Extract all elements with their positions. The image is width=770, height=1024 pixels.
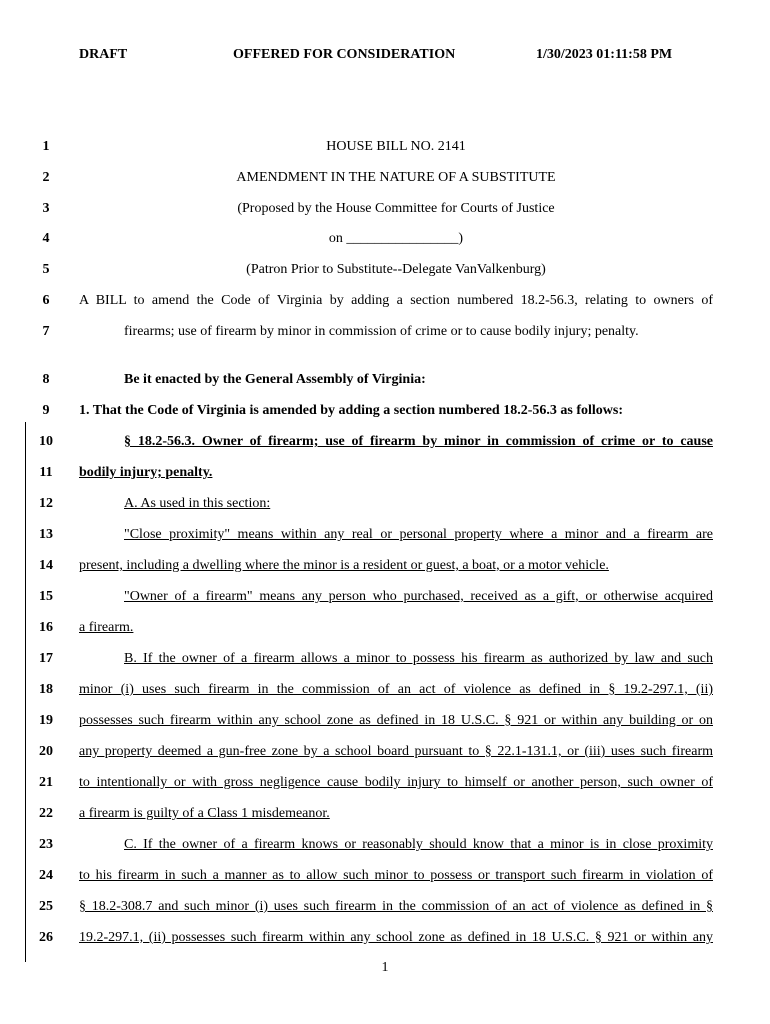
bill-text: a firearm is guilty of a Class 1 misdemeanor. [79, 806, 330, 821]
bill-line [0, 866, 770, 886]
bill-text: 19.2-297.1, (ii) possesses such firearm within any school zone as defined in 18 U.S.C. § 921 or within any [79, 930, 713, 945]
bill-text: B. If the owner of a firearm allows a minor to possess his firearm as authorized by law and such [124, 651, 713, 666]
bill-line [0, 587, 770, 607]
line-number: 23 [39, 837, 53, 852]
bill-line [0, 229, 770, 249]
patron-line: (Patron Prior to Substitute--Delegate VanValkenburg) [246, 262, 546, 277]
line-number: 7 [42, 324, 50, 339]
bill-text: A BILL to amend the Code of Virginia by adding a section numbered 18.2-56.3, relating to owners of [79, 293, 713, 308]
bill-text: C. If the owner of a firearm knows or reasonably should know that a minor is in close proximity [124, 837, 713, 852]
bill-text: any property deemed a gun-free zone by a school board pursuant to § 22.1-131.1, or (iii) uses such firearm [79, 744, 713, 759]
line-number: 17 [39, 651, 53, 666]
line-number: 2 [42, 170, 50, 185]
bill-line [0, 494, 770, 514]
section-heading: § 18.2-56.3. Owner of firearm; use of firearm by minor in commission of crime or to cause [124, 434, 713, 449]
line-number: 3 [42, 201, 50, 216]
line-number: 1 [42, 139, 50, 154]
header-offered-label: OFFERED FOR CONSIDERATION [233, 47, 456, 62]
line-number: 14 [39, 558, 53, 573]
line-number: 20 [39, 744, 53, 759]
bill-line [0, 525, 770, 545]
line-number: 22 [39, 806, 53, 821]
line-number: 21 [39, 775, 53, 790]
line-number: 8 [42, 372, 50, 387]
enactment-clause: Be it enacted by the General Assembly of Virginia: [124, 372, 426, 387]
bill-text: firearms; use of firearm by minor in commission of crime or to cause bodily injury; penalty. [124, 324, 639, 339]
bill-text: § 18.2-308.7 and such minor (i) uses such firearm in the commission of an act of violence as defined in § [79, 899, 713, 914]
bill-text: present, including a dwelling where the minor is a resident or guest, a boat, or a motor vehicle. [79, 558, 609, 573]
bill-line [0, 649, 770, 669]
bill-line [0, 463, 770, 483]
date-blank: on ________________) [328, 231, 464, 246]
bill-line [0, 928, 770, 948]
bill-line [0, 742, 770, 762]
bill-line [0, 680, 770, 700]
bill-line [0, 260, 770, 280]
bill-text: A. As used in this section: [124, 496, 271, 511]
proposed-by: (Proposed by the House Committee for Courts of Justice [237, 201, 555, 216]
bill-line [0, 432, 770, 452]
line-number: 18 [39, 682, 53, 697]
line-number: 24 [39, 868, 53, 883]
bill-text: "Owner of a firearm" means any person who purchased, received as a gift, or otherwise acquired [124, 589, 713, 604]
line-number: 6 [42, 293, 50, 308]
bill-line [0, 897, 770, 917]
line-number: 11 [39, 465, 53, 480]
bill-line [0, 835, 770, 855]
bill-line [0, 556, 770, 576]
header-timestamp: 1/30/2023 01:11:58 PM [536, 47, 673, 62]
bill-line [0, 168, 770, 188]
line-number: 10 [39, 434, 53, 449]
line-number: 9 [42, 403, 50, 418]
header-draft-label: DRAFT [79, 47, 128, 62]
bill-line [0, 137, 770, 157]
bill-line [0, 370, 770, 390]
line-number: 19 [39, 713, 53, 728]
bill-title: HOUSE BILL NO. 2141 [326, 139, 466, 154]
bill-line [0, 711, 770, 731]
bill-line [0, 804, 770, 824]
bill-text: to intentionally or with gross negligence cause bodily injury to himself or another person, such owner of [79, 775, 713, 790]
line-number: 12 [39, 496, 53, 511]
amendment-heading: AMENDMENT IN THE NATURE OF A SUBSTITUTE [236, 170, 556, 185]
line-number: 4 [42, 231, 50, 246]
bill-line [0, 291, 770, 311]
bill-text: a firearm. [79, 620, 134, 635]
bill-line [0, 199, 770, 219]
page-number: 1 [381, 960, 389, 975]
bill-line [0, 618, 770, 638]
line-number: 26 [39, 930, 53, 945]
line-number: 25 [39, 899, 53, 914]
bill-line [0, 773, 770, 793]
line-number: 13 [39, 527, 53, 542]
line-number: 16 [39, 620, 53, 635]
line-number: 5 [42, 262, 50, 277]
bill-text: "Close proximity" means within any real or personal property where a minor and a firearm are [124, 527, 713, 542]
bill-line [0, 322, 770, 342]
bill-text: 1. That the Code of Virginia is amended by adding a section numbered 18.2-56.3 as follows: [79, 403, 623, 418]
bill-text: to his firearm in such a manner as to allow such minor to possess or transport such firearm in violation of [79, 868, 713, 883]
section-heading: bodily injury; penalty. [79, 465, 213, 480]
bill-line [0, 401, 770, 421]
line-number: 15 [39, 589, 53, 604]
bill-text: possesses such firearm within any school zone as defined in 18 U.S.C. § 921 or within any building or on [79, 713, 713, 728]
bill-text: minor (i) uses such firearm in the commission of an act of violence as defined in § 19.2-297.1, (ii) [79, 682, 713, 697]
